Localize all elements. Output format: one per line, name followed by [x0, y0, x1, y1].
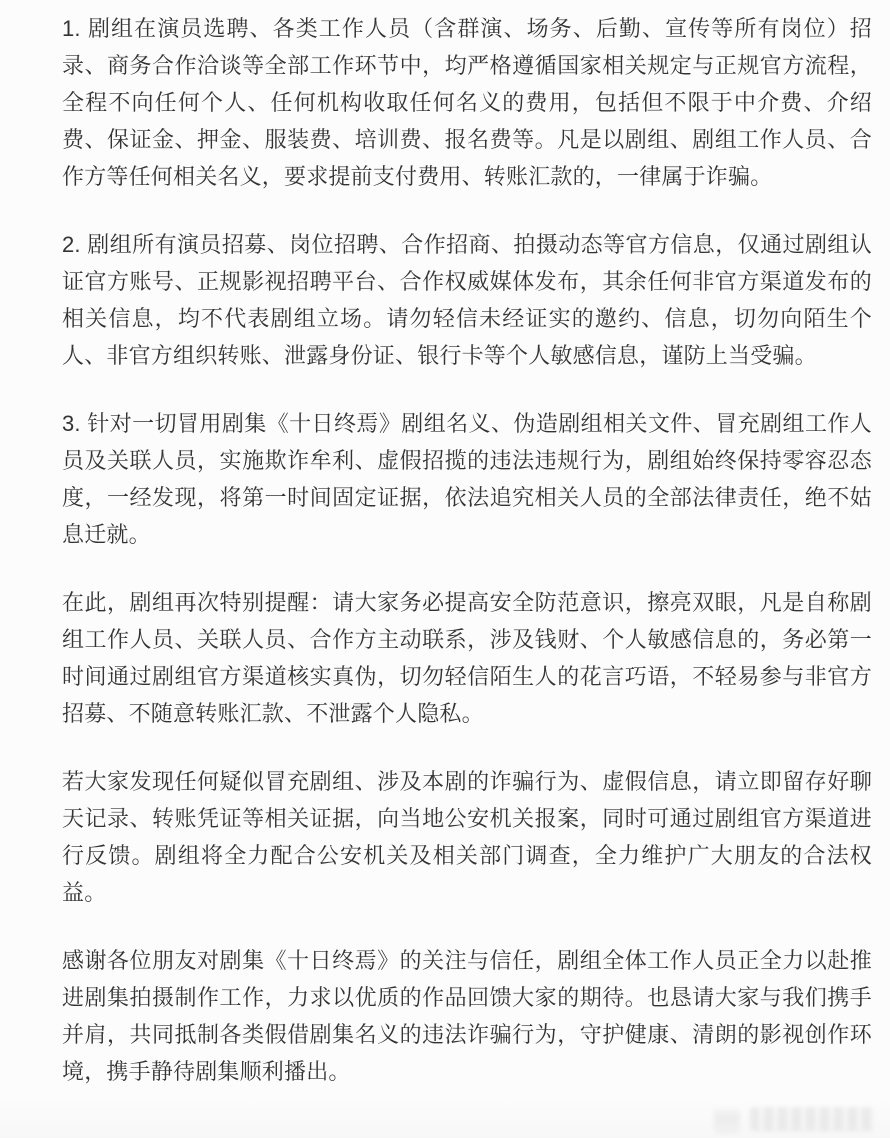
notice-paragraph-5: 若大家发现任何疑似冒充剧组、涉及本剧的诈骗行为、虚假信息，请立即留存好聊天记录、转账凭证等相关证据，向当地公安机关报案，同时可通过剧组官方渠道进行反馈。剧组将全力配合公安机关及相关部门调查，全力维护广大朋友的合法权益。 — [62, 769, 872, 905]
notice-paragraph-1: 1. 剧组在演员选聘、各类工作人员（含群演、场务、后勤、宣传等所有岗位）招录、商务合作洽谈等全部工作环节中，均严格遵循国家相关规定与正规官方流程，全程不向任何个人、任何机构收取任何名义的费用，包括但不限于中介费、介绍费、保证金、押金、服装费、培训费、报名费等。凡是以剧组、剧组工作人员、合作方等任何相关名义，要求提前支付费用、转账汇款的，一律属于诈骗。 — [62, 16, 872, 189]
notice-body — [62, 10, 872, 1090]
bottom-shade — [0, 1098, 890, 1138]
watermark-text-blur — [750, 1106, 874, 1130]
notice-paragraph-6: 感谢各位朋友对剧集《十日终焉》的关注与信任，剧组全体工作人员正全力以赴推进剧集拍摄制作工作，力求以优质的作品回馈大家的期待。也恳请大家与我们携手并肩，共同抵制各类假借剧集名义的违法诈骗行为，守护健康、清朗的影视创作环境，携手静待剧集顺利播出。 — [62, 948, 872, 1084]
notice-paragraph-4: 在此，剧组再次特别提醒：请大家务必提高安全防范意识，擦亮双眼，凡是自称剧组工作人员、关联人员、合作方主动联系，涉及钱财、个人敏感信息的，务必第一时间通过剧组官方渠道核实真伪，切勿轻信陌生人的花言巧语，不轻易参与非官方招募、不随意转账汇款、不泄露个人隐私。 — [62, 590, 872, 726]
watermark-logo-icon — [714, 1104, 740, 1132]
notice-paragraph-2: 2. 剧组所有演员招募、岗位招聘、合作招商、拍摄动态等官方信息，仅通过剧组认证官方账号、正规影视招聘平台、合作权威媒体发布，其余任何非官方渠道发布的相关信息，均不代表剧组立场。请勿轻信未经证实的邀约、信息，切勿向陌生个人、非官方组织转账、泄露身份证、银行卡等个人敏感信息，谨防上当受骗。 — [62, 232, 872, 368]
watermark — [714, 1102, 874, 1134]
notice-paragraph-3: 3. 针对一切冒用剧集《十日终焉》剧组名义、伪造剧组相关文件、冒充剧组工作人员及关联人员，实施欺诈牟利、虚假招揽的违法违规行为，剧组始终保持零容忍态度，一经发现，将第一时间固定证据，依法追究相关人员的全部法律责任，绝不姑息迁就。 — [62, 411, 872, 547]
